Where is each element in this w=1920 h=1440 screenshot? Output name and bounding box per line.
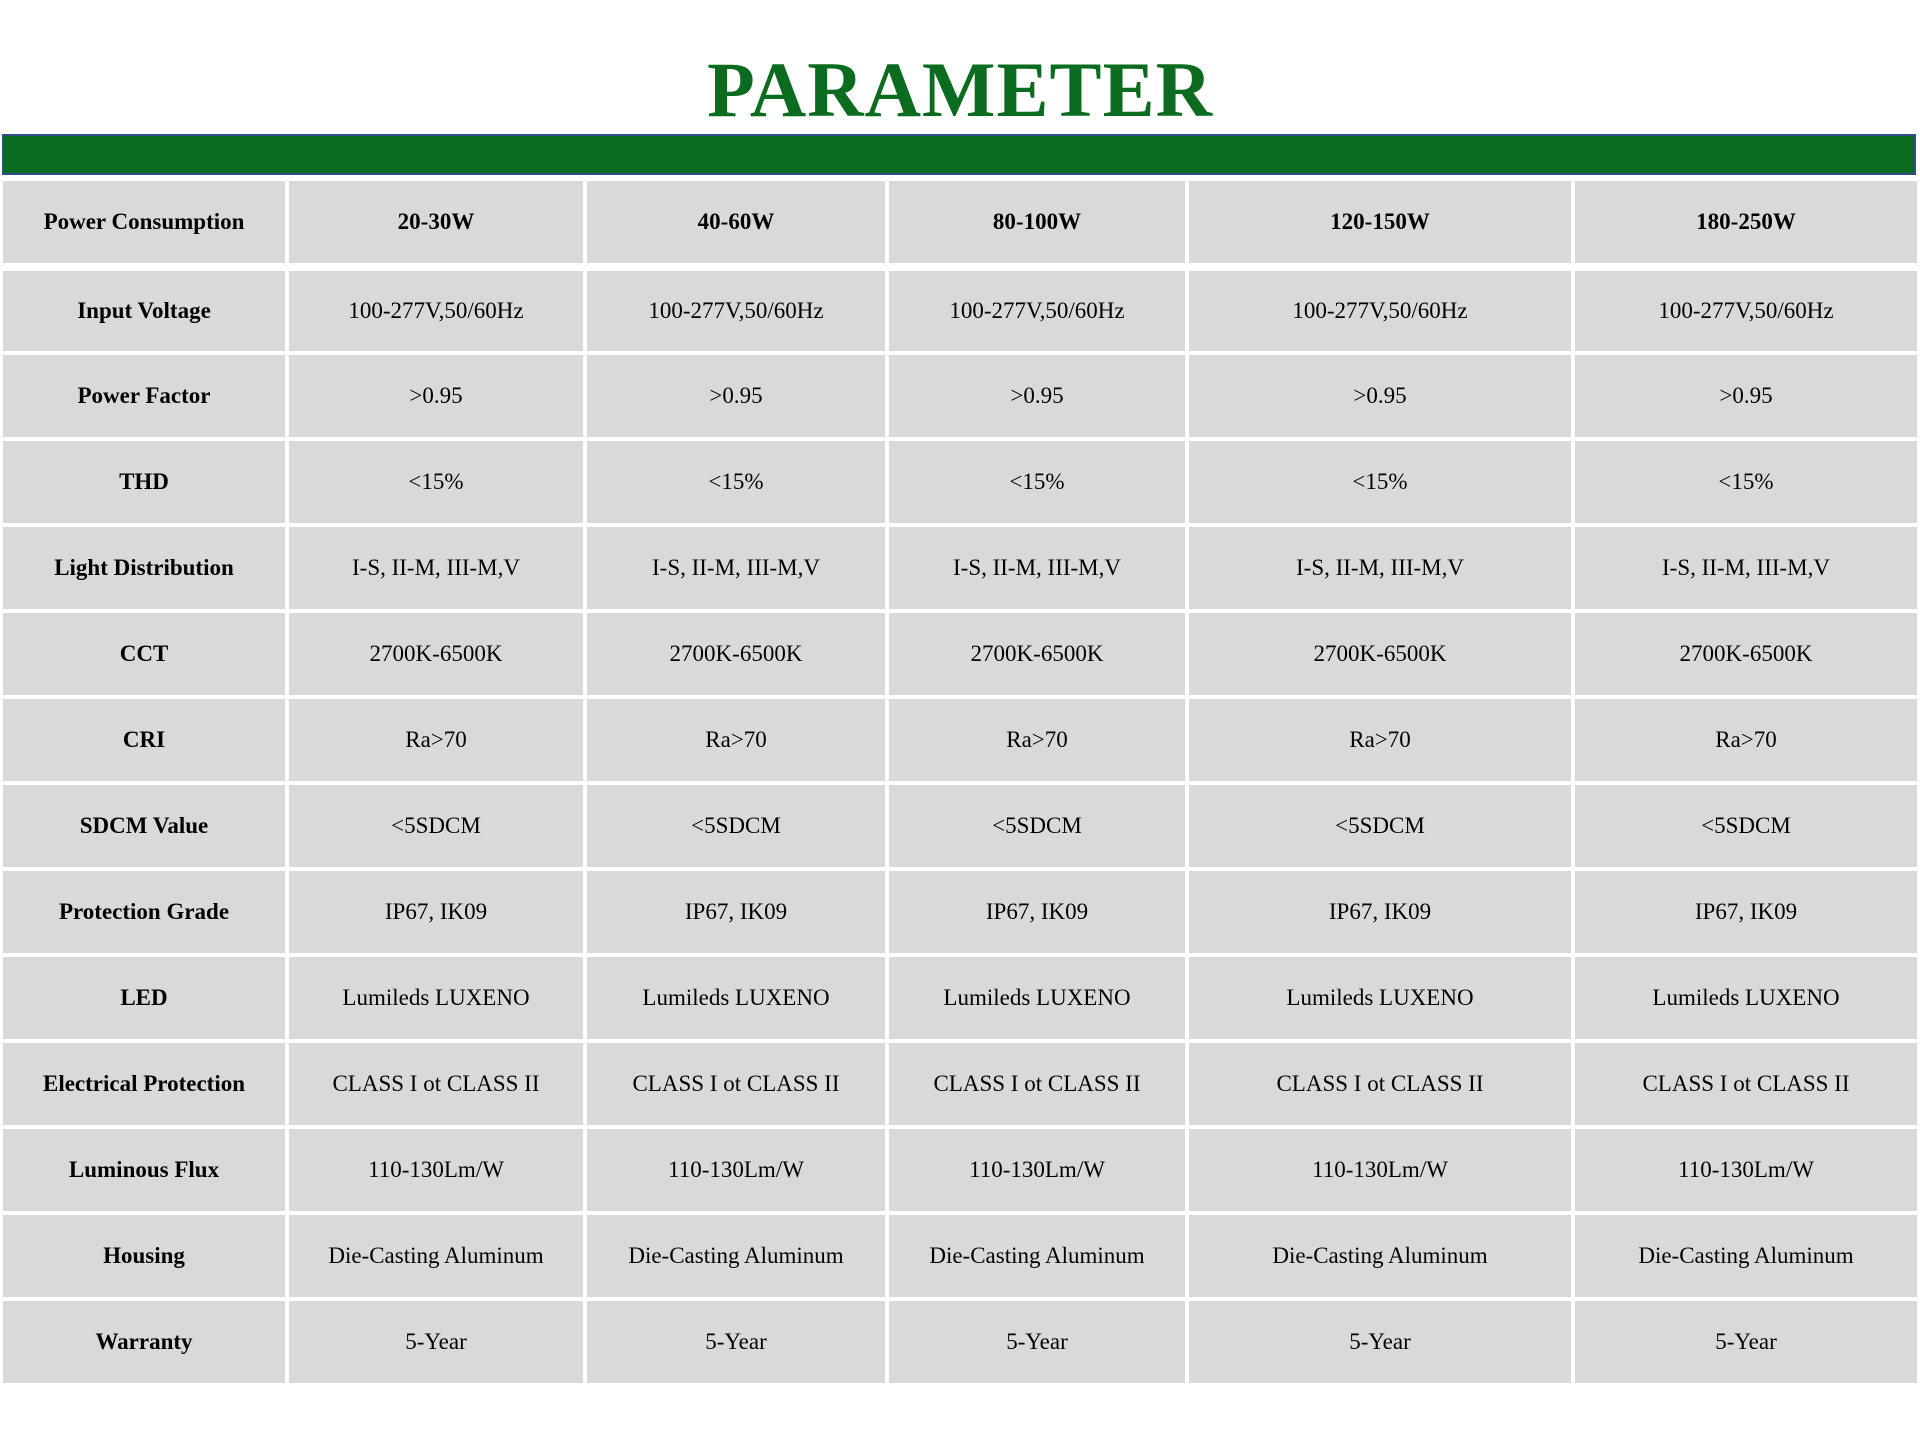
table-row [3,525,1917,611]
table-row [3,1041,1917,1127]
value-cell: Die-Casting Aluminum [585,1213,887,1299]
value-cell: 5-Year [1573,1299,1917,1385]
value-cell: I-S, II-M, III-M,V [1573,525,1917,611]
value-cell: CLASS I ot CLASS II [887,1041,1187,1127]
value-cell: 110-130Lm/W [287,1127,585,1213]
value-cell: IP67, IK09 [887,869,1187,955]
table-row [3,1127,1917,1213]
value-cell: IP67, IK09 [1187,869,1573,955]
row-label-cell: SDCM Value [3,783,287,869]
value-cell: >0.95 [887,353,1187,439]
row-label-cell: Light Distribution [3,525,287,611]
value-cell: IP67, IK09 [287,869,585,955]
value-cell: <5SDCM [887,783,1187,869]
value-cell: Ra>70 [887,697,1187,783]
value-cell: >0.95 [585,353,887,439]
value-cell: Lumileds LUXENO [1187,955,1573,1041]
value-cell: >0.95 [1573,353,1917,439]
row-label-cell: THD [3,439,287,525]
value-cell: IP67, IK09 [585,869,887,955]
value-cell: Lumileds LUXENO [585,955,887,1041]
table-row [3,1213,1917,1299]
value-cell: 100-277V,50/60Hz [585,267,887,353]
value-cell: 100-277V,50/60Hz [887,267,1187,353]
value-cell: 110-130Lm/W [1187,1127,1573,1213]
value-cell: IP67, IK09 [1573,869,1917,955]
value-cell: CLASS I ot CLASS II [287,1041,585,1127]
table-row [3,267,1917,353]
header-cell-wattage: 120-150W [1187,181,1573,267]
value-cell: <15% [1187,439,1573,525]
value-cell: 2700K-6500K [287,611,585,697]
value-cell: Ra>70 [1573,697,1917,783]
value-cell: 100-277V,50/60Hz [1573,267,1917,353]
table-row [3,783,1917,869]
value-cell: 110-130Lm/W [887,1127,1187,1213]
value-cell: <5SDCM [1187,783,1573,869]
table-header-row [3,181,1917,267]
header-cell-wattage: 40-60W [585,181,887,267]
value-cell: Lumileds LUXENO [887,955,1187,1041]
value-cell: Lumileds LUXENO [287,955,585,1041]
row-label-cell: CCT [3,611,287,697]
row-label-cell: Warranty [3,1299,287,1385]
value-cell: >0.95 [1187,353,1573,439]
value-cell: Die-Casting Aluminum [1573,1213,1917,1299]
row-label-cell: Protection Grade [3,869,287,955]
value-cell: >0.95 [287,353,585,439]
value-cell: 5-Year [287,1299,585,1385]
header-cell-parameter: Power Consumption [3,181,287,267]
value-cell: CLASS I ot CLASS II [1573,1041,1917,1127]
value-cell: 2700K-6500K [887,611,1187,697]
value-cell: 100-277V,50/60Hz [287,267,585,353]
value-cell: I-S, II-M, III-M,V [1187,525,1573,611]
table-row [3,353,1917,439]
value-cell: <5SDCM [287,783,585,869]
row-label-cell: Electrical Protection [3,1041,287,1127]
header-cell-wattage: 180-250W [1573,181,1917,267]
table-row [3,611,1917,697]
row-label-cell: CRI [3,697,287,783]
table-row [3,869,1917,955]
value-cell: <5SDCM [585,783,887,869]
value-cell: Die-Casting Aluminum [1187,1213,1573,1299]
row-label-cell: Input Voltage [3,267,287,353]
value-cell: Lumileds LUXENO [1573,955,1917,1041]
value-cell: 2700K-6500K [585,611,887,697]
value-cell: CLASS I ot CLASS II [585,1041,887,1127]
value-cell: <15% [887,439,1187,525]
row-label-cell: Power Factor [3,353,287,439]
value-cell: 110-130Lm/W [585,1127,887,1213]
parameter-table [3,181,1917,1387]
row-label-cell: Housing [3,1213,287,1299]
value-cell: Die-Casting Aluminum [287,1213,585,1299]
value-cell: 100-277V,50/60Hz [1187,267,1573,353]
table-row [3,439,1917,525]
value-cell: <15% [585,439,887,525]
value-cell: CLASS I ot CLASS II [1187,1041,1573,1127]
value-cell: <15% [1573,439,1917,525]
parameter-table-body [3,181,1917,1385]
value-cell: <15% [287,439,585,525]
value-cell: 2700K-6500K [1573,611,1917,697]
header-cell-wattage: 80-100W [887,181,1187,267]
value-cell: <5SDCM [1573,783,1917,869]
value-cell: I-S, II-M, III-M,V [585,525,887,611]
value-cell: 2700K-6500K [1187,611,1573,697]
value-cell: Ra>70 [1187,697,1573,783]
page-title: PARAMETER [707,46,1213,133]
value-cell: Die-Casting Aluminum [887,1213,1187,1299]
row-label-cell: Luminous Flux [3,1127,287,1213]
value-cell: 110-130Lm/W [1573,1127,1917,1213]
row-label-cell: LED [3,955,287,1041]
table-row [3,697,1917,783]
header-cell-wattage: 20-30W [287,181,585,267]
title-divider-band [2,134,1916,175]
value-cell: Ra>70 [287,697,585,783]
table-row [3,1299,1917,1385]
value-cell: 5-Year [1187,1299,1573,1385]
value-cell: 5-Year [887,1299,1187,1385]
value-cell: 5-Year [585,1299,887,1385]
value-cell: I-S, II-M, III-M,V [287,525,585,611]
table-row [3,955,1917,1041]
value-cell: I-S, II-M, III-M,V [887,525,1187,611]
value-cell: Ra>70 [585,697,887,783]
